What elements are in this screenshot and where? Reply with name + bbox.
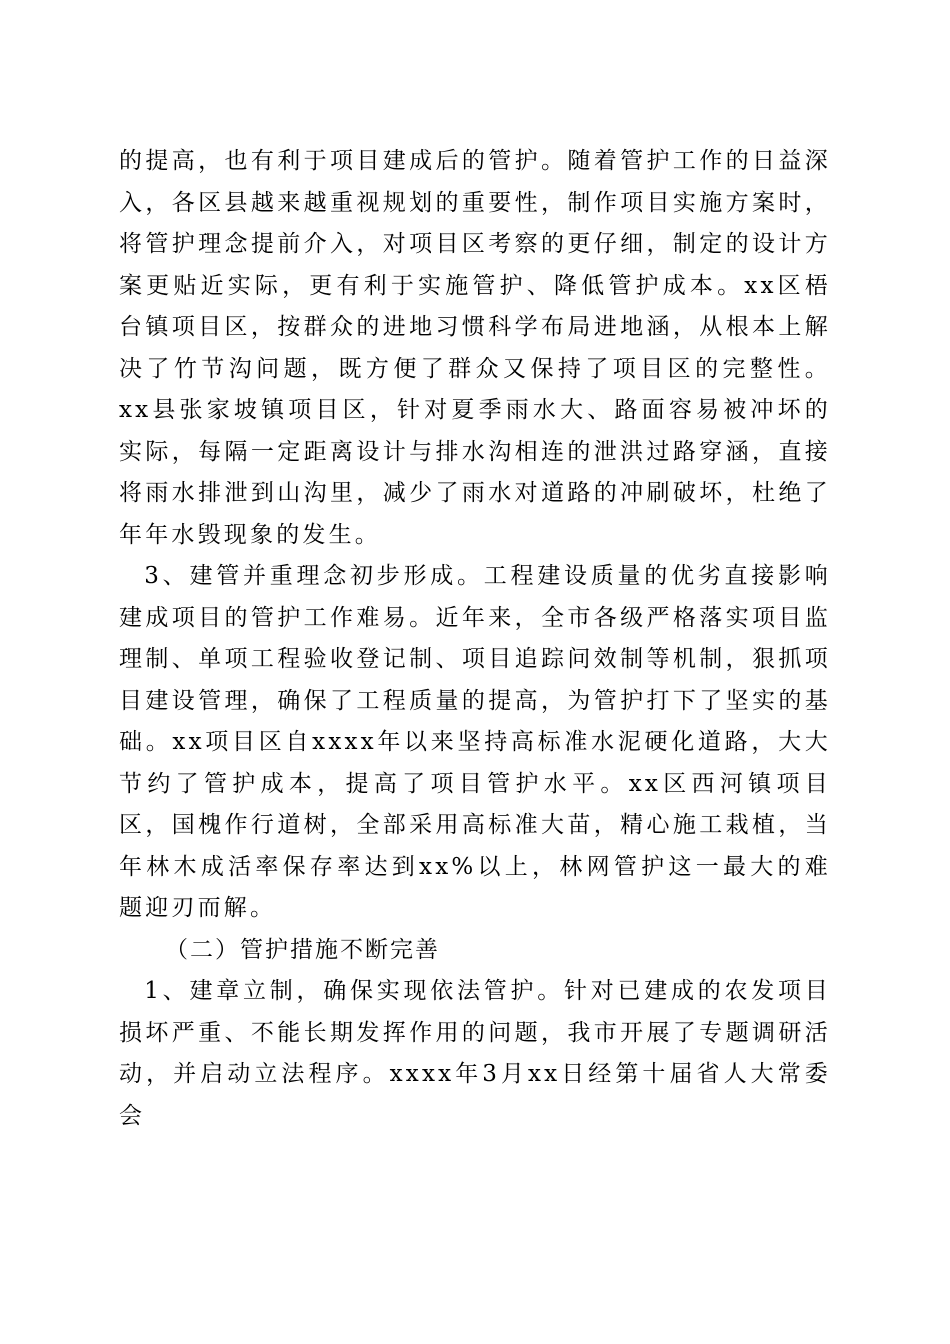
paragraph-continuation: 的提高，也有利于项目建成后的管护。随着管护工作的日益深入，各区县越来越重视规划的重要性，制作项目实施方案时，将管护理念提前介入，对项目区考察的更仔细，制定的设计方案更贴近实际，更有利于实施管护、降低管护成本。xx区梧台镇项目区，按群众的进地习惯科学布局进地涵，从根本上解决了竹节沟问题，既方便了群众又保持了项目区的完整性。xx县张家坡镇项目区，针对夏季雨水大、路面容易被冲坏的实际，每隔一定距离设计与排水沟相连的泄洪过路穿涵，直接将雨水排泄到山沟里，减少了雨水对道路的冲刷破坏，杜绝了年年水毁现象的发生。	[119, 148, 831, 548]
paragraph-3-construction-management: 3、建管并重理念初步形成。工程建设质量的优劣直接影响建成项目的管护工作难易。近年来，全市各级严格落实项目监理制、单项工程验收登记制、项目追踪问效制等机制，狠抓项目建设管理，确保了工程质量的提高，为管护打下了坚实的基础。xx项目区自xxxx年以来坚持高标准水泥硬化道路，大大节约了管护成本，提高了项目管护水平。xx区西河镇项目区，国槐作行道树，全部采用高标准大苗，精心施工栽植，当年林木成活率保存率达到xx%以上，林网管护这一最大的难题迎刃而解。	[119, 563, 831, 921]
paragraph-1-regulations: 1、建章立制，确保实现依法管护。针对已建成的农发项目损坏严重、不能长期发挥作用的问题，我市开展了专题调研活动，并启动立法程序。xxxx年3月xx日经第十届省人大常委会	[119, 978, 831, 1129]
section-heading-management-measures: （二）管护措施不断完善	[165, 936, 440, 963]
document-body	[119, 141, 831, 1137]
